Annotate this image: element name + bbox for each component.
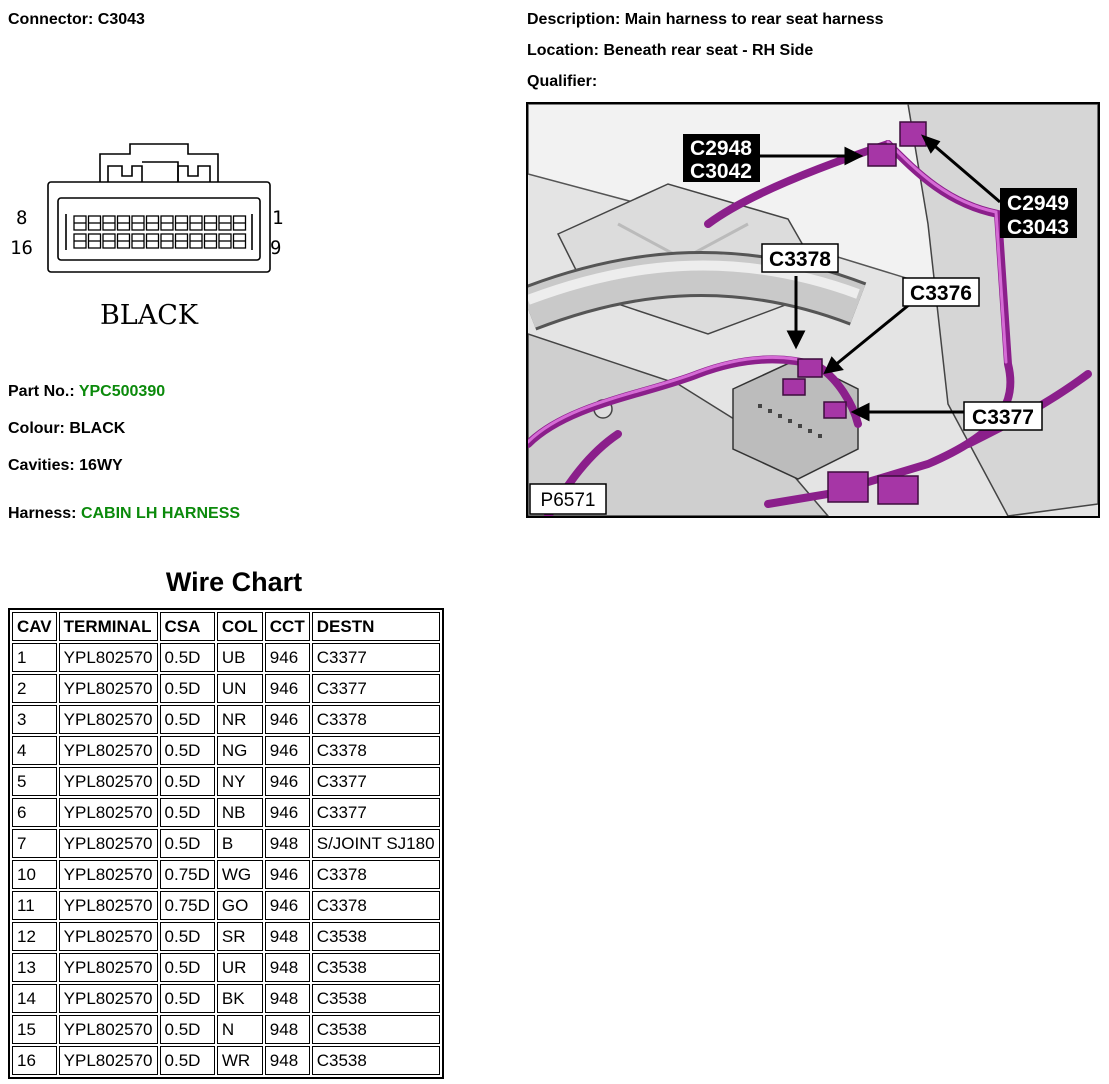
- table-row: [12, 860, 440, 889]
- cell-col: NR: [217, 705, 263, 734]
- cell-col: SR: [217, 922, 263, 951]
- cell-csa: 0.75D: [160, 860, 215, 889]
- cell-csa: 0.5D: [160, 798, 215, 827]
- cell-cct: 946: [265, 736, 310, 765]
- cell-destn: C3377: [312, 674, 440, 703]
- callout-c2948: C2948: [690, 137, 752, 160]
- cell-cav: 13: [12, 953, 57, 982]
- pin-label-9: 9: [270, 237, 282, 259]
- table-row: [12, 1015, 440, 1044]
- table-row: [12, 922, 440, 951]
- table-row: [12, 705, 440, 734]
- colour-field: [8, 419, 125, 439]
- cell-cav: 16: [12, 1046, 57, 1075]
- cell-csa: 0.5D: [160, 953, 215, 982]
- qualifier-field: [527, 72, 597, 92]
- cavities-value: 16WY: [79, 457, 123, 474]
- callout-c2949: C2949: [1007, 192, 1069, 215]
- cell-destn: C3378: [312, 891, 440, 920]
- wire-chart-table: [8, 608, 444, 1079]
- qualifier-label: Qualifier:: [527, 73, 598, 90]
- cavities-field: [8, 456, 123, 476]
- column-header-cct: CCT: [265, 612, 310, 641]
- column-header-terminal: TERMINAL: [59, 612, 158, 641]
- cell-terminal: YPL802570: [59, 705, 158, 734]
- wire-chart-body: [12, 643, 440, 1075]
- cell-col: NG: [217, 736, 263, 765]
- cell-terminal: YPL802570: [59, 984, 158, 1013]
- cell-destn: C3538: [312, 922, 440, 951]
- column-header-destn: DESTN: [312, 612, 440, 641]
- cell-cav: 15: [12, 1015, 57, 1044]
- column-header-csa: CSA: [160, 612, 215, 641]
- cell-col: UN: [217, 674, 263, 703]
- harness-field: [8, 504, 240, 524]
- cell-cct: 948: [265, 984, 310, 1013]
- cell-col: UR: [217, 953, 263, 982]
- location-illustration: [528, 104, 1098, 516]
- wire-chart-title: Wire Chart: [165, 567, 303, 597]
- cell-terminal: YPL802570: [59, 953, 158, 982]
- cell-col: UB: [217, 643, 263, 672]
- connector-face-diagram: [8, 140, 308, 340]
- cell-destn: C3538: [312, 984, 440, 1013]
- description-label: Description:: [527, 11, 621, 28]
- cell-terminal: YPL802570: [59, 1015, 158, 1044]
- pin-grid: [74, 216, 246, 248]
- cell-destn: C3378: [312, 736, 440, 765]
- cell-terminal: YPL802570: [59, 891, 158, 920]
- colour-label: Colour:: [8, 420, 65, 437]
- cell-terminal: YPL802570: [59, 922, 158, 951]
- cell-terminal: YPL802570: [59, 643, 158, 672]
- cell-cct: 946: [265, 674, 310, 703]
- harness-link[interactable]: CABIN LH HARNESS: [80, 505, 241, 522]
- table-row: [12, 1046, 440, 1075]
- connector-value: C3043: [97, 11, 145, 28]
- connector-field: [8, 10, 145, 30]
- cell-col: NY: [217, 767, 263, 796]
- callout-c3378: C3378: [769, 248, 831, 271]
- cell-destn: C3538: [312, 1015, 440, 1044]
- description-value: Main harness to rear seat harness: [624, 11, 884, 28]
- callout-c3376: C3376: [910, 282, 972, 305]
- cell-terminal: YPL802570: [59, 860, 158, 889]
- cell-cav: 1: [12, 643, 57, 672]
- cell-destn: C3377: [312, 643, 440, 672]
- callout-c3043: C3043: [1007, 216, 1069, 239]
- table-row: [12, 643, 440, 672]
- cell-csa: 0.5D: [160, 829, 215, 858]
- description-field: [527, 10, 884, 30]
- cell-terminal: YPL802570: [59, 798, 158, 827]
- cell-cav: 4: [12, 736, 57, 765]
- cell-csa: 0.5D: [160, 767, 215, 796]
- harness-label: Harness:: [8, 505, 77, 522]
- pin-label-1: 1: [272, 207, 284, 229]
- cell-cct: 946: [265, 767, 310, 796]
- cell-csa: 0.5D: [160, 922, 215, 951]
- wire-chart-header-row: [12, 612, 440, 641]
- cell-csa: 0.5D: [160, 643, 215, 672]
- connector-label: Connector:: [8, 11, 94, 28]
- cell-cav: 7: [12, 829, 57, 858]
- location-label: Location:: [527, 42, 599, 59]
- pin-label-16: 16: [10, 237, 33, 259]
- cell-destn: C3378: [312, 860, 440, 889]
- cell-destn: C3538: [312, 953, 440, 982]
- table-row: [12, 767, 440, 796]
- cell-terminal: YPL802570: [59, 829, 158, 858]
- table-row: [12, 829, 440, 858]
- cell-destn: C3538: [312, 1046, 440, 1075]
- colour-value: BLACK: [69, 420, 126, 437]
- column-header-col: COL: [217, 612, 263, 641]
- cell-terminal: YPL802570: [59, 674, 158, 703]
- cell-cav: 6: [12, 798, 57, 827]
- pin-label-8: 8: [16, 207, 28, 229]
- cell-cav: 2: [12, 674, 57, 703]
- cell-col: WG: [217, 860, 263, 889]
- cell-cct: 948: [265, 829, 310, 858]
- table-row: [12, 953, 440, 982]
- cell-terminal: YPL802570: [59, 1046, 158, 1075]
- cell-cav: 10: [12, 860, 57, 889]
- part-no-field: [8, 382, 165, 402]
- cell-cct: 946: [265, 798, 310, 827]
- cell-cct: 946: [265, 891, 310, 920]
- cell-csa: 0.5D: [160, 736, 215, 765]
- cell-cct: 948: [265, 953, 310, 982]
- location-value: Beneath rear seat - RH Side: [603, 42, 814, 59]
- part-no-label: Part No.:: [8, 383, 75, 400]
- cell-cct: 948: [265, 922, 310, 951]
- table-row: [12, 736, 440, 765]
- cell-terminal: YPL802570: [59, 767, 158, 796]
- column-header-cav: CAV: [12, 612, 57, 641]
- table-row: [12, 798, 440, 827]
- table-row: [12, 674, 440, 703]
- cell-cav: 14: [12, 984, 57, 1013]
- cell-destn: C3377: [312, 798, 440, 827]
- cell-cav: 11: [12, 891, 57, 920]
- cell-csa: 0.5D: [160, 1015, 215, 1044]
- cell-cct: 948: [265, 1015, 310, 1044]
- part-no-link[interactable]: YPC500390: [78, 383, 166, 400]
- cell-cav: 5: [12, 767, 57, 796]
- callout-c3377: C3377: [972, 406, 1034, 429]
- cell-csa: 0.75D: [160, 891, 215, 920]
- cell-col: BK: [217, 984, 263, 1013]
- cell-cct: 946: [265, 860, 310, 889]
- cell-col: WR: [217, 1046, 263, 1075]
- cell-destn: C3377: [312, 767, 440, 796]
- cell-terminal: YPL802570: [59, 736, 158, 765]
- cell-csa: 0.5D: [160, 984, 215, 1013]
- cell-cct: 946: [265, 643, 310, 672]
- cell-cav: 12: [12, 922, 57, 951]
- cell-destn: S/JOINT SJ180: [312, 829, 440, 858]
- callout-c3042: C3042: [690, 160, 752, 183]
- location-photo: [526, 102, 1100, 518]
- cell-col: NB: [217, 798, 263, 827]
- cell-cav: 3: [12, 705, 57, 734]
- cell-cct: 946: [265, 705, 310, 734]
- cell-col: GO: [217, 891, 263, 920]
- cell-csa: 0.5D: [160, 1046, 215, 1075]
- cavities-label: Cavities:: [8, 457, 75, 474]
- cell-destn: C3378: [312, 705, 440, 734]
- cell-csa: 0.5D: [160, 674, 215, 703]
- table-row: [12, 891, 440, 920]
- cell-col: B: [217, 829, 263, 858]
- table-row: [12, 984, 440, 1013]
- location-field: [527, 41, 813, 61]
- housing-colour-label: BLACK: [99, 300, 199, 331]
- cell-cct: 948: [265, 1046, 310, 1075]
- cell-csa: 0.5D: [160, 705, 215, 734]
- photo-ref: P6571: [540, 490, 596, 511]
- cell-col: N: [217, 1015, 263, 1044]
